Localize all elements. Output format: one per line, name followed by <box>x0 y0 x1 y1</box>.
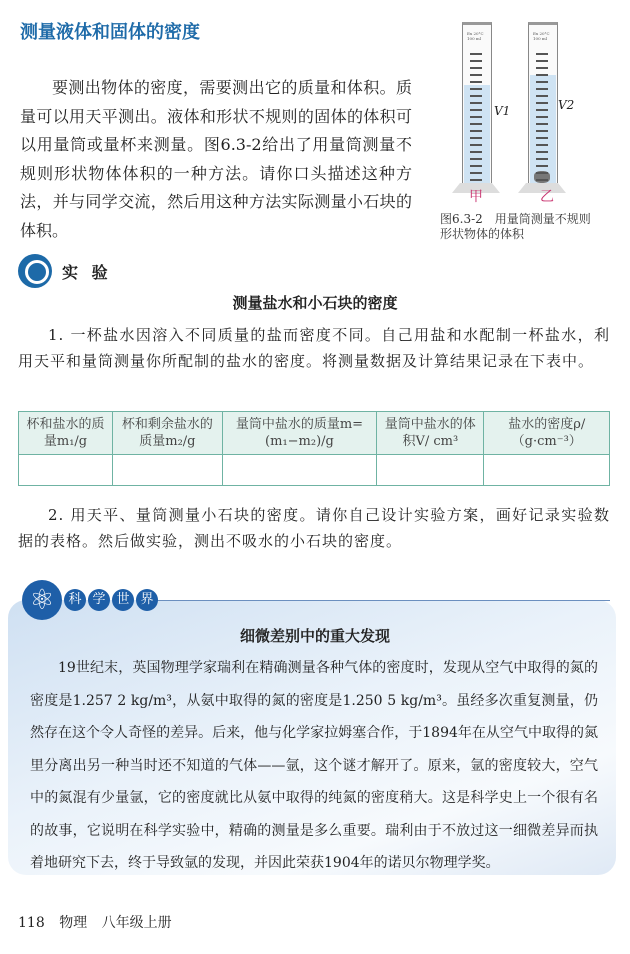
experiment-header <box>18 254 112 288</box>
v2-label: V2 <box>558 98 575 112</box>
atom-icon: ⚛ <box>22 580 62 620</box>
label-jia: 甲 <box>469 189 483 205</box>
table-header: 量筒中盐水的体积V/ cm³ <box>377 412 484 455</box>
experiment-step-2: 2. 用天平、量筒测量小石块的密度。请你自己设计实验方案，画好记录实验数据的表格。然后做实验，测出不吸水的小石块的密度。 <box>18 506 610 550</box>
science-world-badge: ⚛ 科 学 世 界 <box>22 580 158 620</box>
figure-caption: 图6.3-2 用量筒测量不规则形状物体的体积 <box>440 212 591 241</box>
grade: 八年级上册 <box>101 915 172 931</box>
v1-label: V1 <box>494 104 511 118</box>
magnifier-icon <box>18 254 52 288</box>
table-header: 杯和盐水的质量m₁/g <box>19 412 113 455</box>
table-cell <box>19 455 113 486</box>
experiment-title: 测量盐水和小石块的密度 <box>232 294 398 312</box>
cylinder-jia: Ex 20°C 100 ml <box>462 22 492 202</box>
science-world-text: 19世纪末，英国物理学家瑞利在精确测量各种气体的密度时，发现从空气中取得的氮的密度是1.257 2 kg/m³，从氨中取得的氮的密度是1.250 5 kg/m³。虽经多次重复测量，仍然存在这个令人奇怪的差异。后来，他与化学家拉姆塞合作，于1894年在从空气中取得的氮里分离出另一种当时还不知道的气体——氩，这个谜才解开了。原来，氩的密度较大，空气中的氮混有少量氩，它的密度就比从氨中取得的纯氮的密度稍大。这是科学史上一个很有名的故事，它说明在科学实验中，精确的测量是多么重要。瑞利由于不放过这一细微差异而执着地研究下去，终于导致氩的发现，并因此荣获1904年的诺贝尔物理学奖。 <box>30 660 598 871</box>
table-header: 量筒中盐水的质量m=(m₁−m₂)/g <box>222 412 376 455</box>
table-cell <box>377 455 484 486</box>
table-cell <box>222 455 376 486</box>
subject: 物理 <box>59 915 88 931</box>
experiment-label: 实 验 <box>62 262 112 282</box>
experiment-step-1: 1. 一杯盐水因溶入不同质量的盐而密度不同。自己用盐和水配制一杯盐水，利用天平和量筒测量你所配制的盐水的密度。将测量数据及计算结果记录在下表中。 <box>18 326 610 370</box>
intro-paragraph: 要测出物体的密度，需要测出它的质量和体积。质量可以用天平测出。液体和形状不规则的固体的体积可以用量筒或量杯来测量。图6.3-2给出了用量筒测量不规则形状物体体积的一种方法。请你口头描述这种方法，并与同学交流，然后用这种方法实际测量小石块的体积。 <box>20 78 412 240</box>
science-world-title: 细微差别中的重大发现 <box>239 627 390 645</box>
table-cell <box>113 455 223 486</box>
table-header: 盐水的密度ρ/（g·cm⁻³） <box>484 412 610 455</box>
table-row <box>19 455 610 486</box>
label-yi: 乙 <box>540 189 554 205</box>
page-footer <box>18 912 182 932</box>
page-number: 118 <box>18 915 45 931</box>
cylinder-yi: Ex 20°C 100 ml <box>528 22 558 202</box>
section-title: 测量液体和固体的密度 <box>20 22 200 43</box>
divider <box>150 600 610 601</box>
data-table <box>18 411 610 486</box>
table-cell <box>484 455 610 486</box>
table-header: 杯和剩余盐水的质量m₂/g <box>113 412 223 455</box>
